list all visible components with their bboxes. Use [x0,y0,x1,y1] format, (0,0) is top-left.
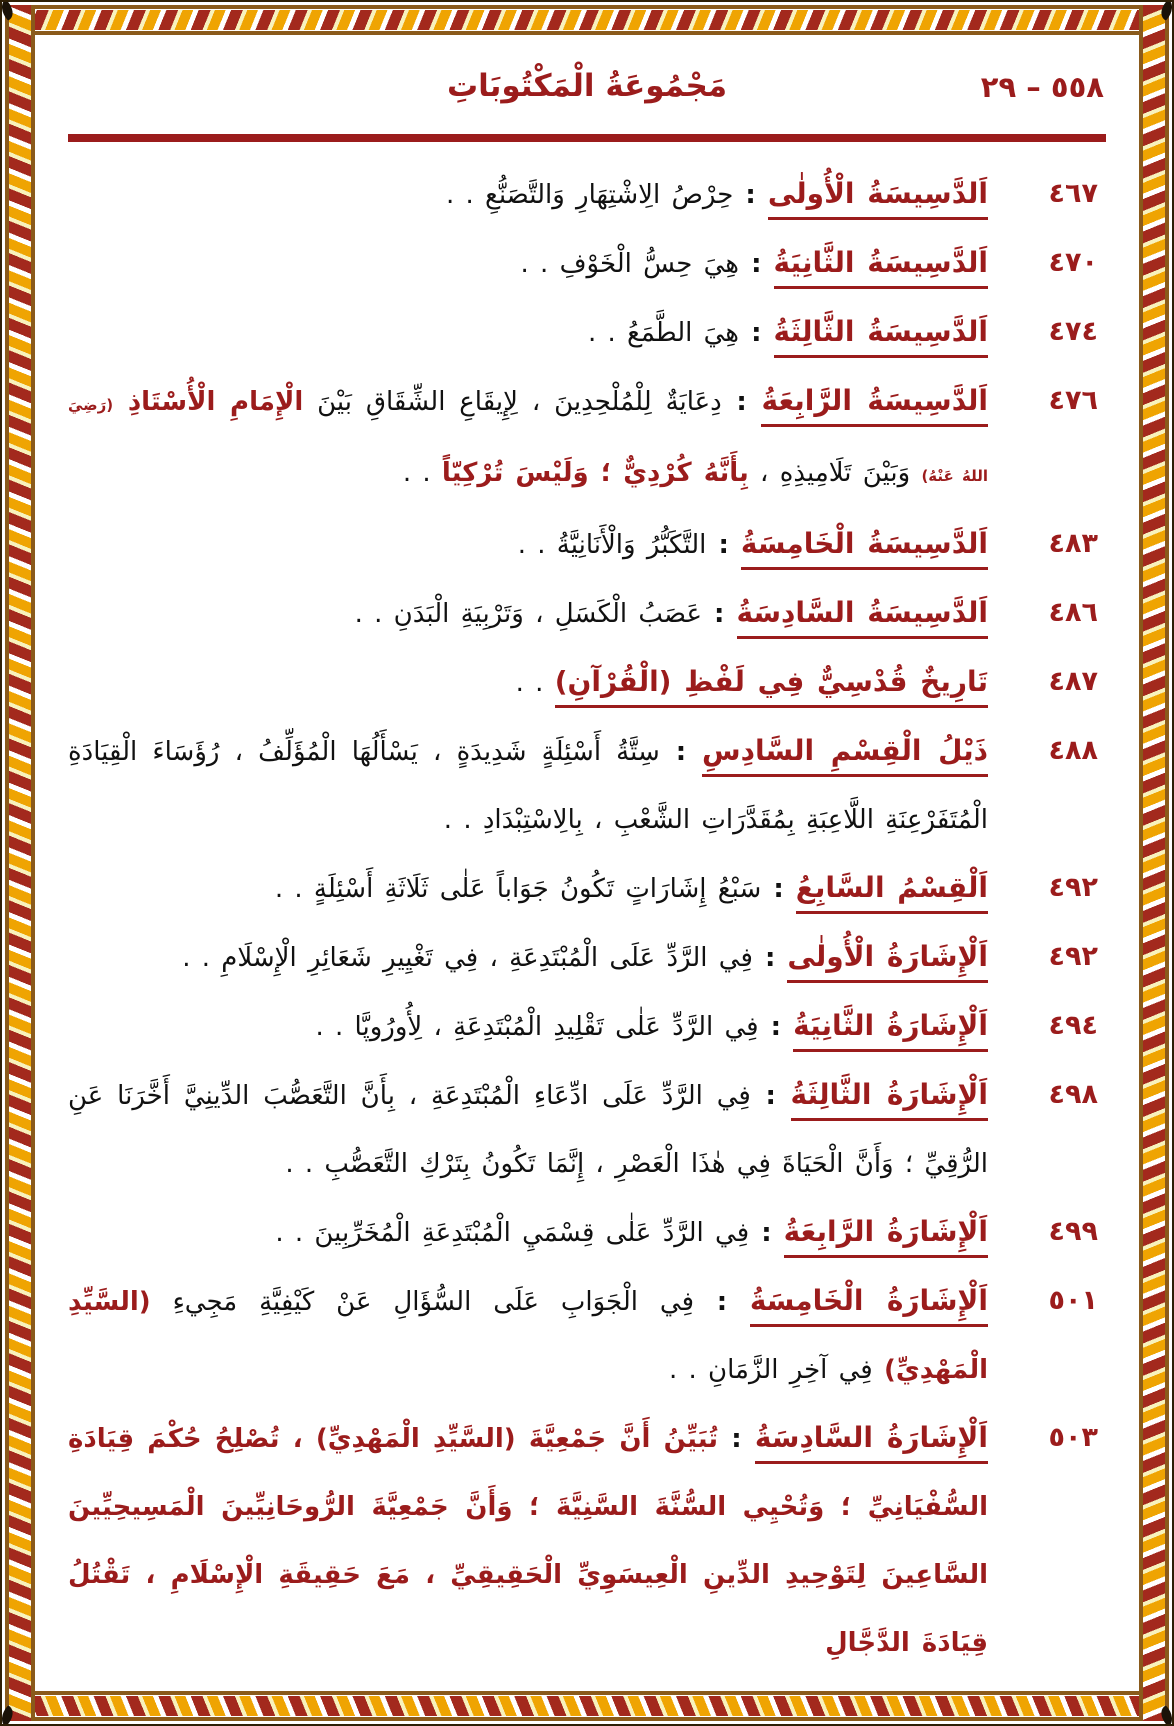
entry-text-segment: (السَّيِّدِ الْمَهْدِيِّ) [68,1287,988,1385]
entry-title: اَلدَّسِيسَةُ الرَّابِعَةُ [761,384,988,427]
entry-text [68,384,988,488]
toc-entry [68,579,1106,648]
entry-page-number: ٥٠٣ [1048,1422,1098,1453]
entry-colon: : [761,874,796,904]
entry-text [445,177,988,210]
entry-text-segment: . . [402,458,442,488]
entry-text-segment: . . [515,668,555,698]
entry-colon: : [718,1424,755,1454]
toc-entry [68,854,1106,923]
entry-title: اَلدَّسِيسَةُ الْخَامِسَةُ [741,527,988,570]
toc-entry [68,298,1106,367]
toc-entry [68,648,1106,717]
entry-text [315,1009,988,1042]
entry-text [274,871,988,904]
entry-page-number: ٤٨٨ [1048,735,1098,766]
entry-title: اَلدَّسِيسَةُ الْأُولٰى [768,177,988,220]
entry-text [68,734,988,835]
entry-text-segment: (رَضِيَ اللهُ عَنْهُ) [68,396,988,485]
entry-text [517,527,988,560]
entry-text [68,1078,988,1179]
toc-entry [68,992,1106,1061]
entry-colon: : [694,1287,750,1317]
entry-text-segment: سِتَّةُ أَسْئِلَةٍ شَدِيدَةٍ ، يَسْأَلُهَا الْمُؤَلِّفُ ، رُؤَسَاءَ الْقِيَادَةِ الْمُتَفَرْعِنَةِ اللَّاعِبَةِ بِمُقَدَّرَاتِ الشَّعْبِ ، بِالِاسْتِبْدَادِ . . [68,737,988,835]
entry-page-number: ٤٩٩ [1048,1216,1098,1247]
ornamental-border-bottom [5,1691,1169,1721]
entry-text-segment: فِي الرَّدِّ عَلَى ادِّعَاءِ الْمُبْتَدِعَةِ ، بِأَنَّ التَّعَصُّبَ الدِّينِيَّ أَخَّرَنَا عَنِ الرُّقِيِّ ؛ وَأَنَّ الْحَيَاةَ فِي هٰذَا الْعَصْرِ ، إِنَّمَا تَكُونُ بِتَرْكِ التَّعَصُّبِ . . [68,1081,988,1179]
entry-page-number: ٤٩٢ [1048,872,1098,903]
entry-text-segment: بِأَنَّهُ كُرْدِيٌّ ؛ وَلَيْسَ تُرْكِيّاً [441,458,749,488]
entry-title: اَلْإِشَارَةُ الْخَامِسَةُ [750,1284,988,1327]
book-title: مَجْمُوعَةُ الْمَكْتُوبَاتِ [446,68,728,104]
entry-page-number: ٤٨٦ [1048,597,1098,628]
ornamental-border-top [5,5,1169,35]
entry-text [587,315,988,348]
toc-entry [68,1198,1106,1267]
entry-text [68,1421,988,1658]
entry-title: اَلدَّسِيسَةُ الثَّانِيَةُ [774,246,988,289]
entry-text-segment: فِي الْجَوَابِ عَلَى السُّؤَالِ عَنْ كَيْفِيَّةِ مَجِيءِ [150,1287,695,1317]
entry-colon: : [733,180,768,210]
entry-text-segment: فِي آخِرِ الزَّمَانِ . . [668,1355,884,1385]
entry-title: اَلدَّسِيسَةُ الثَّالِثَةُ [774,315,988,358]
page-header [68,62,1106,120]
header-double-rule [68,134,1106,142]
page-number-header: ٥٥٨ – ٢٩ [980,70,1104,104]
entry-text [182,940,988,973]
entry-title: اَلْإِشَارَةُ الثَّانِيَةُ [793,1009,988,1052]
entry-page-number: ٤٩٤ [1048,1010,1098,1041]
entry-title: اَلْإِشَارَةُ الرَّابِعَةُ [784,1215,988,1258]
toc-entry [68,1267,1106,1404]
toc-entry [68,367,1106,510]
entry-text-segment: دِعَايَةٌ لِلْمُلْحِدِينَ ، لِإِيقَاعِ الشِّقَاقِ بَيْنَ [303,387,722,417]
page-content [38,36,1136,1690]
entry-page-number: ٤٨٧ [1048,666,1098,697]
entry-title: اَلْإِشَارَةُ السَّادِسَةُ [755,1421,988,1464]
entry-text-segment: فِي الرَّدِّ عَلٰى قِسْمَيِ الْمُبْتَدِعَةِ الْمُخَرِّبِينَ . . [275,1218,750,1248]
entry-text-segment: هِيَ حِسُّ الْخَوْفِ . . [520,249,740,279]
entry-text [354,596,988,629]
entry-text-segment: سَبْعُ إِشَارَاتٍ تَكُونُ جَوَاباً عَلٰى ثَلَاثَةِ أَسْئِلَةٍ . . [274,874,762,904]
entry-text-segment: حِرْصُ الِاشْتِهَارِ وَالتَّصَنُّعِ . . [445,180,734,210]
entry-colon: : [749,1218,784,1248]
entry-colon: : [739,249,774,279]
entry-page-number: ٤٨٣ [1048,528,1098,559]
toc-list [68,160,1106,1677]
entry-text [520,246,988,279]
entry-page-number: ٤٩٢ [1048,941,1098,972]
entry-colon: : [706,530,741,560]
entry-text-segment: فِي الرَّدِّ عَلٰى تَقْلِيدِ الْمُبْتَدِعَةِ ، لِأُورُوپَّا . . [315,1012,759,1042]
ornamental-border-right [1139,5,1169,1721]
entry-page-number: ٤٧٤ [1048,316,1098,347]
entry-title: اَلْإِشَارَةُ الْأُولٰى [787,940,988,983]
entry-page-number: ٤٩٨ [1048,1079,1098,1110]
entry-colon: : [721,387,762,417]
entry-title: ذَيْلُ الْقِسْمِ السَّادِسِ [702,734,988,777]
entry-text [515,665,988,698]
entry-title: اَلدَّسِيسَةُ السَّادِسَةُ [737,596,988,639]
entry-page-number: ٤٧٠ [1048,247,1098,278]
entry-text [68,1284,988,1385]
toc-entry [68,160,1106,229]
ornamental-border-left [5,5,35,1721]
toc-entry [68,923,1106,992]
entry-colon: : [659,737,703,767]
entry-text-segment: فِي الرَّدِّ عَلَى الْمُبْتَدِعَةِ ، فِي تَغْيِيرِ شَعَائِرِ الْإِسْلَامِ . . [182,943,753,973]
toc-entry [68,510,1106,579]
toc-entry [68,717,1106,854]
entry-page-number: ٤٦٧ [1048,178,1098,209]
entry-colon: : [702,599,737,629]
entry-text-segment: التَّكَبُّرُ وَالْأَنَانِيَّةُ . . [517,530,707,560]
entry-page-number: ٥٠١ [1048,1285,1098,1316]
toc-entry [68,1061,1106,1198]
entry-colon: : [750,1081,791,1111]
entry-colon: : [758,1012,794,1042]
entry-title: اَلْقِسْمُ السَّابِعُ [796,871,988,914]
entry-page-number: ٤٧٦ [1048,385,1098,416]
entry-text [275,1215,988,1248]
entry-colon: : [752,943,788,973]
toc-entry [68,1404,1106,1677]
entry-text-segment: الْإِمَامِ الْأُسْتَاذِ [113,387,304,417]
entry-title: تَارِيخٌ قُدْسِيٌّ فِي لَفْظِ (الْقُرْآنِ) [555,665,988,708]
entry-colon: : [739,318,774,348]
entry-text-segment: تُبَيِّنُ أَنَّ جَمْعِيَّةَ (السَّيِّدِ الْمَهْدِيِّ) ، تُصْلِحُ حُكْمَ قِيَادَةِ السُّفْيَانِيِّ ؛ وَتُحْيِي السُّنَّةَ السَّنِيَّةَ ؛ وَأَنَّ جَمْعِيَّةَ الرُّوحَانِيِّينَ الْمَسِيحِيِّينَ السَّاعِينَ لِتَوْحِيدِ الدِّينِ الْعِيسَوِيِّ الْحَقِيقِيِّ ، مَعَ حَقِيقَةِ الْإِسْلَامِ ، تَقْتُلُ قِيَادَةَ الدَّجَّالِ [68,1424,988,1658]
entry-title: اَلْإِشَارَةُ الثَّالِثَةُ [791,1078,988,1121]
entry-text-segment: وَبَيْنَ تَلَامِيذِهِ ، [748,458,922,488]
entry-text-segment: هِيَ الطَّمَعُ . . [587,318,740,348]
entry-text-segment: عَصَبُ الْكَسَلِ ، وَتَرْبِيَةِ الْبَدَنِ . . [354,599,702,629]
toc-entry [68,229,1106,298]
